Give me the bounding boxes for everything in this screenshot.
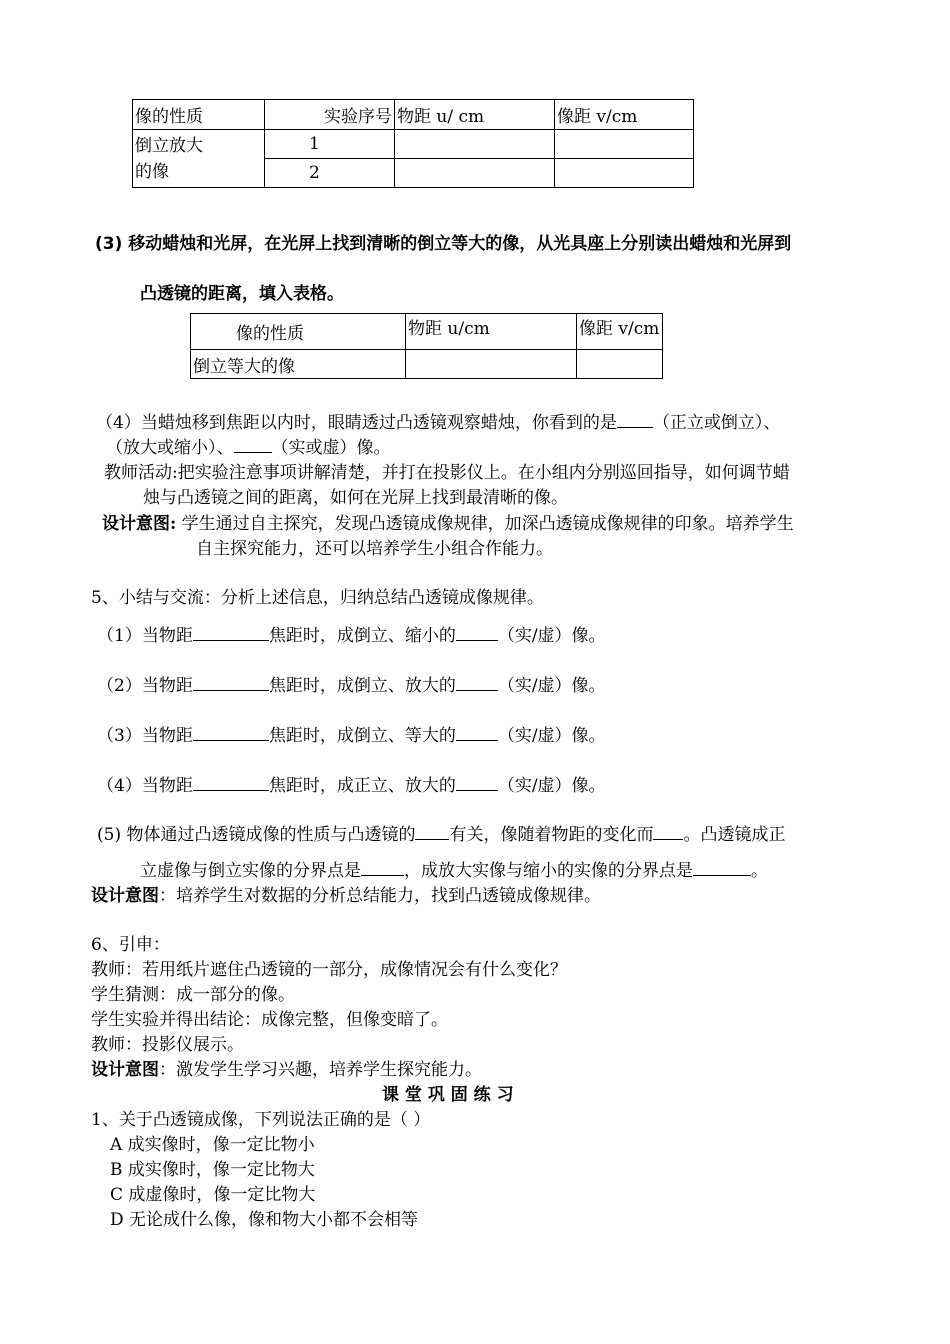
table-cell-empty[interactable] [395,159,555,188]
fill-blank[interactable] [653,838,683,840]
design-intent-line1 [102,509,794,534]
question-1: 1、关于凸透镜成像，下列说法正确的是（ ） [91,1110,431,1130]
step4-text: （放大或缩小）、 [106,438,234,458]
table-header-cell: 实验序号 [265,100,395,130]
summary-item-3 [97,721,606,746]
summary-item-4 [97,771,606,796]
item-text: 当物距 [141,676,193,696]
section5-title: 5、小结与交流：分析上述信息，归纳总结凸透镜成像规律。 [91,588,544,608]
item-text: 焦距时，成正立、放大的 [268,776,456,796]
practice-heading: 课 堂 巩 固 练 习 [382,1085,514,1105]
design-intent-line2: 自主探究能力，还可以培养学生小组合作能力。 [196,539,553,559]
design-intent-label: 设计意图: [102,514,177,534]
item-text: 当物距 [141,726,193,746]
table-image-equal [190,313,663,379]
summary-item-2 [97,671,606,696]
fill-blank[interactable] [456,689,498,691]
teacher-activity-line2: 烛与凸透镜之间的距离，如何在光屏上找到最清晰的像。 [143,488,568,508]
table-cell-seq: 1 [265,130,395,159]
section6-line: 学生猜测：成一部分的像。 [91,985,295,1005]
teacher-activity-label: 教师活动 [104,463,172,483]
item-text: 当物距 [141,626,193,646]
section6-line: 教师：若用纸片遮住凸透镜的一部分，成像情况会有什么变化？ [91,960,567,980]
table-row-label [133,130,265,188]
teacher-activity-line1 [104,458,790,483]
item-text: (5) 物体通过凸透镜成像的性质与凸透镜的 [97,825,416,845]
design-intent-label: 设计意图 [91,1060,159,1080]
row-label-line2: 的像 [135,161,169,182]
table-header-cell: 物距 u/ cm [395,100,555,130]
item-text: 焦距时，成倒立、放大的 [268,676,456,696]
fill-blank[interactable] [693,874,751,876]
item-text: （实/虚）像。 [497,776,606,796]
section6-line: 教师：投影仪展示。 [91,1035,244,1055]
item-number: （3） [97,726,142,746]
fill-blank[interactable] [456,789,498,791]
step4-line1 [96,408,780,433]
design-intent-text: ：激发学生学习兴趣，培养学生探究能力。 [159,1060,482,1080]
item-text: 焦距时，成倒立、等大的 [268,726,456,746]
design-intent-text: ：培养学生对数据的分析总结能力，找到凸透镜成像规律。 [159,886,601,906]
section6-title: 6、引申： [91,935,170,955]
fill-blank[interactable] [456,639,498,641]
table-cell-empty[interactable] [406,350,577,379]
item-number: （4） [97,776,142,796]
step4-line2 [106,433,391,458]
item-number: （2） [97,676,142,696]
table-header-cell: 像距 v/cm [555,100,694,130]
option-a[interactable]: A 成实像时，像一定比物小 [110,1135,315,1155]
design-intent-2 [91,881,601,906]
step3-line2: 凸透镜的距离，填入表格。 [140,284,344,304]
table-header-cell: 像距 v/cm [577,314,663,350]
table-cell-empty[interactable] [555,130,694,159]
design-intent-3 [91,1055,482,1080]
option-b[interactable]: B 成实像时，像一定比物大 [110,1160,315,1180]
item-text: 。凸透镜成正 [683,825,786,845]
fill-blank[interactable] [193,689,269,691]
fill-blank[interactable] [456,739,498,741]
item-text: （实/虚）像。 [497,726,606,746]
table-row-label: 倒立等大的像 [191,350,406,379]
step4-text: （4）当蜡烛移到焦距以内时，眼睛透过凸透镜观察蜡烛，你看到的是 [96,413,617,433]
item-text: 焦距时，成倒立、缩小的 [268,626,456,646]
table-cell-seq: 2 [265,159,395,188]
table-header-cell: 物距 u/cm [406,314,577,350]
fill-blank[interactable] [617,426,653,428]
summary-item-5-line2 [140,856,768,881]
design-intent-label: 设计意图 [91,886,159,906]
summary-item-5-line1 [97,820,785,845]
row-label-line1: 倒立放大 [135,135,203,156]
fill-blank[interactable] [193,739,269,741]
table-cell-empty[interactable] [395,130,555,159]
design-intent-text: 学生通过自主探究，发现凸透镜成像规律，加深凸透镜成像规律的印象。培养学生 [176,514,794,534]
summary-item-1 [97,621,606,646]
step4-text: （正立或倒立）、 [652,413,781,433]
table-cell-empty[interactable] [577,350,663,379]
option-c[interactable]: C 成虚像时，像一定比物大 [110,1185,316,1205]
section6-line: 学生实验并得出结论：成像完整，但像变暗了。 [91,1010,448,1030]
step4-text: （实或虚）像。 [271,438,391,458]
item-text: 有关，像随着物距的变化而 [449,825,654,845]
item-number: （1） [97,626,142,646]
fill-blank[interactable] [193,639,269,641]
item-text: （实/虚）像。 [497,626,606,646]
step3-line1: (3) 移动蜡烛和光屏，在光屏上找到清晰的倒立等大的像，从光具座上分别读出蜡烛和光屏到 [95,234,792,254]
fill-blank[interactable] [234,451,272,453]
item-text: ，成放大实像与缩小的实像的分界点是 [404,861,693,881]
fill-blank[interactable] [415,838,449,840]
item-text: 立虚像与倒立实像的分界点是 [140,861,361,881]
table-image-enlarged [132,99,694,188]
table-header-cell: 像的性质 [133,100,265,130]
table-cell-empty[interactable] [555,159,694,188]
fill-blank[interactable] [361,874,404,876]
item-text: 。 [751,861,768,881]
table-header-cell: 像的性质 [191,314,406,350]
item-text: 当物距 [141,776,193,796]
item-text: （实/虚）像。 [497,676,606,696]
teacher-activity-text: :把实验注意事项讲解清楚，并打在投影仪上。在小组内分别巡回指导，如何调节蜡 [172,463,790,483]
fill-blank[interactable] [193,789,269,791]
option-d[interactable]: D 无论成什么像，像和物大小都不会相等 [110,1210,419,1230]
